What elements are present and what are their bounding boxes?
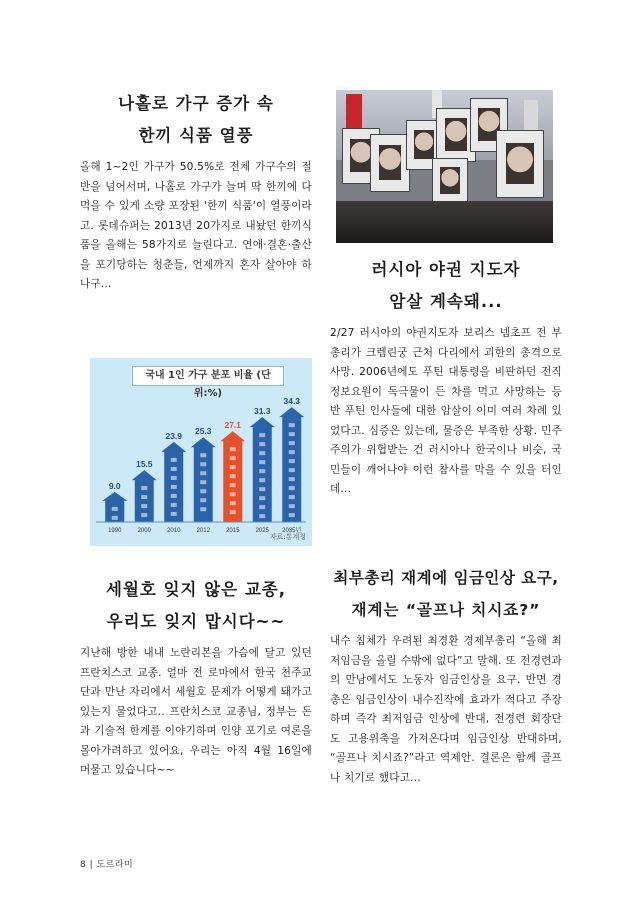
bar-window-decor (171, 458, 177, 462)
bar-window-decor (289, 468, 295, 472)
bar-window-decor (259, 478, 265, 482)
chart-category-label: 2000 (137, 528, 151, 534)
bar-window-decor (289, 423, 295, 427)
bar-window-decor (259, 505, 265, 509)
bar-window-decor (200, 453, 206, 457)
chart-value-label: 23.9 (165, 430, 183, 441)
article-wage (330, 562, 562, 788)
household-chart (90, 358, 312, 546)
headline: 최부총리 재계에 임금인상 요구, (333, 569, 559, 587)
bar-window-decor (289, 486, 295, 490)
article-single-household (80, 88, 312, 295)
chart-category-label: 2010 (167, 528, 181, 534)
headline: 러시아 야권 지도자 (371, 260, 521, 279)
bar-window-decor (289, 459, 295, 463)
bar-window-decor (259, 460, 265, 464)
bar-window-decor (230, 465, 236, 469)
bar-window-decor (289, 432, 295, 436)
bar-window-decor (230, 483, 236, 487)
bar-window-decor (171, 512, 177, 516)
headline: 나홀로 가구 증가 속 (118, 94, 274, 113)
headline: 암살 계속돼... (389, 292, 503, 311)
headline: 재계는 “골프나 치시죠?” (351, 601, 541, 619)
bar-window-decor (200, 480, 206, 484)
bar-window-decor (171, 503, 177, 507)
bar-window-decor (112, 507, 118, 511)
bar-window-decor (230, 510, 236, 514)
article-sewol (80, 574, 312, 781)
chart-category-label: 2035년 (282, 528, 302, 534)
chart-category-label: 2015 (226, 528, 240, 534)
bar-window-decor (200, 471, 206, 475)
bar-window-decor (141, 504, 147, 508)
bar-window-decor (289, 441, 295, 445)
bar-window-decor (259, 514, 265, 518)
headline: 세월호 잊지 않은 교종, (106, 580, 286, 599)
bar-window-decor (200, 489, 206, 493)
bar-window-decor (230, 501, 236, 505)
bar-window-decor (259, 442, 265, 446)
chart-value-label: 15.5 (135, 459, 153, 470)
chart-value-label: 34.3 (283, 396, 301, 407)
bar-window-decor (230, 456, 236, 460)
bar-window-decor (200, 498, 206, 502)
bar-window-decor (259, 487, 265, 491)
bar-window-decor (289, 450, 295, 454)
bar-window-decor (171, 467, 177, 471)
bar-window-decor (141, 513, 147, 517)
chart-source: 자료:통계청 (269, 533, 306, 541)
bar-window-decor (230, 447, 236, 451)
article-body: 2/27 러시아의 야권지도자 보리스 넴초프 전 부총리가 크렘린궁 근처 다리에서 괴한의 총격으로 사망. 2006년에도 푸틴 대통령을 비판하던 전직 정보요원이 독극물이 든 차를 먹고 사망하는 등 반 푸틴 인사들에 대한 암살이 이미 여러 차례 있었다고. 심증은 있는데, 물증은 부족한 상황. 민주주의가 위협받는 건 러시아나 한국이나 비슷, 국민들이 깨어나야 이런 참사를 막을 수 있을 터인데... (330, 327, 562, 495)
chart-value-label: 9.0 (108, 480, 121, 491)
chart-plot (90, 358, 312, 546)
chart-value-label: 25.3 (194, 426, 212, 437)
headline: 우리도 잊지 맙시다~~ (106, 612, 286, 631)
bar-window-decor (259, 433, 265, 437)
chart-title: 국내 1인 가구 분포 비율 (단위:%) (132, 366, 284, 386)
bar-window-decor (230, 474, 236, 478)
page-footer: 8 | 도르라미 (80, 860, 134, 870)
headline: 한끼 식품 열풍 (138, 126, 254, 145)
bar-window-decor (289, 513, 295, 517)
chart-value-label: 31.3 (253, 406, 271, 417)
bar-window-decor (259, 496, 265, 500)
bar-window-decor (289, 504, 295, 508)
chart-category-label: 1990 (108, 528, 122, 534)
bar-window-decor (289, 477, 295, 481)
chart-category-label: 2012 (196, 528, 210, 534)
bar-window-decor (141, 495, 147, 499)
bar-window-decor (171, 476, 177, 480)
bar-window-decor (171, 494, 177, 498)
bar-window-decor (259, 451, 265, 455)
bar-window-decor (171, 485, 177, 489)
protest-photo (336, 90, 553, 243)
bar-window-decor (112, 516, 118, 520)
chart-bar (161, 442, 186, 522)
article-body: 지난해 방한 내내 노란리본을 가슴에 달고 있던 프란치스코 교종. 얼마 전 로마에서 한국 천주교단과 만난 자리에서 세월호 문제가 어떻게 돼가고 있는지 물었다고.. 프란치스코 교종님, 정부는 돈과 기술적 한계를 이야기하며 인양 포기로 여론을 몰아가려하고 있어요, 우리는 아직 4월 16일에 머물고 있습니다~~ (80, 647, 312, 776)
bar-window-decor (289, 495, 295, 499)
chart-value-label: 27.1 (224, 420, 242, 431)
chart-category-label: 2025 (255, 528, 269, 534)
article-body: 올해 1~2인 가구가 50.5%로 전체 가구수의 절반을 넘어서며, 나홀로 가구가 늘며 딱 한끼에 다 먹을 수 있게 소량 포장된 '한끼 식품'이 열풍이라고. 롯데슈퍼는 2013년 20가지로 내놨던 한끼식품을 올해는 58가지로 늘린다고. 연애·결혼·출산을 포기당하는 청춘들, 언제까지 혼자 살아야 하나구... (80, 161, 312, 290)
bar-window-decor (259, 469, 265, 473)
bar-window-decor (200, 507, 206, 511)
bar-window-decor (230, 492, 236, 496)
bar-window-decor (141, 486, 147, 490)
article-russia (330, 254, 562, 500)
article-body: 내수 침체가 우려된 최경환 경제부총리 “올해 최저임금을 올릴 수밖에 없다”고 말해. 또 전경련과의 만남에서도 노동자 임금인상을 요구. 반면 경총은 임금인상이 내수진작에 효과가 적다고 주장하며 즉각 최저임금 인상에 반대, 전경련 회장단도 고용위축을 가져온다며 임금인상 반대하며, “골프나 치시죠?”라고 역제안. 결론은 함께 골프나 치기로 했다고... (330, 635, 562, 784)
bar-window-decor (200, 462, 206, 466)
